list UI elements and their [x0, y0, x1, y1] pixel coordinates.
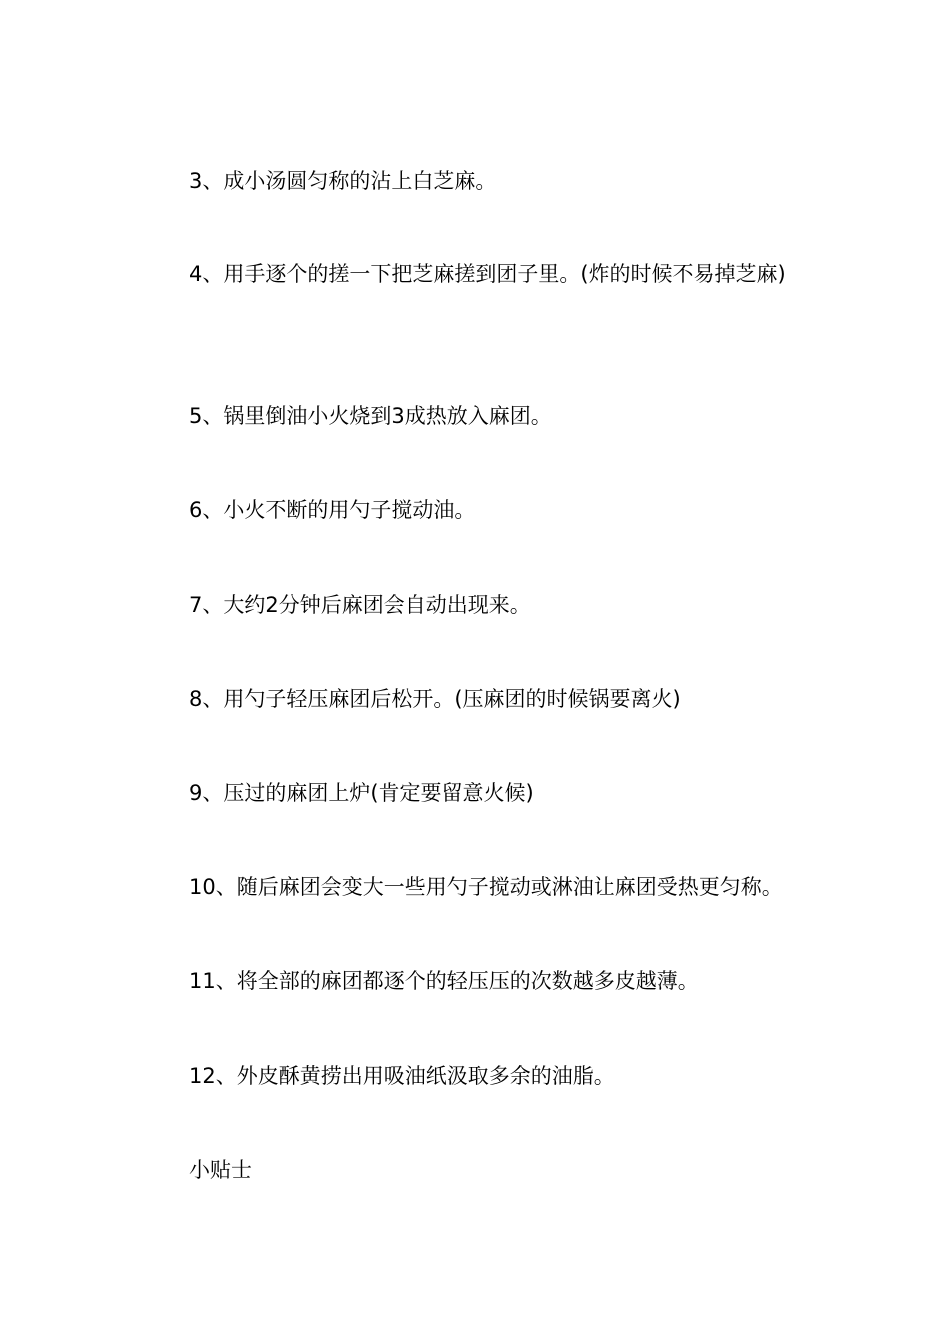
step-4-paragraph: 4、用手逐个的搓一下把芝麻搓到团子里。(炸的时候不易掉芝麻): [189, 262, 786, 286]
step-12-paragraph: 12、外皮酥黄捞出用吸油纸汲取多余的油脂。: [189, 1064, 615, 1088]
step-5-paragraph: 5、锅里倒油小火烧到3成热放入麻团。: [189, 404, 552, 428]
step-6-paragraph: 6、小火不断的用勺子搅动油。: [189, 498, 476, 522]
step-10-paragraph: 10、随后麻团会变大一些用勺子搅动或淋油让麻团受热更匀称。: [189, 875, 783, 899]
step-11-paragraph: 11、将全部的麻团都逐个的轻压压的次数越多皮越薄。: [189, 969, 699, 993]
step-9-paragraph: 9、压过的麻团上炉(肯定要留意火候): [189, 781, 534, 805]
step-7-paragraph: 7、大约2分钟后麻团会自动出现来。: [189, 593, 531, 617]
step-3-paragraph: 3、成小汤圆匀称的沾上白芝麻。: [189, 169, 497, 193]
step-8-paragraph: 8、用勺子轻压麻团后松开。(压麻团的时候锅要离火): [189, 687, 681, 711]
tips-heading: 小贴士: [189, 1158, 252, 1182]
